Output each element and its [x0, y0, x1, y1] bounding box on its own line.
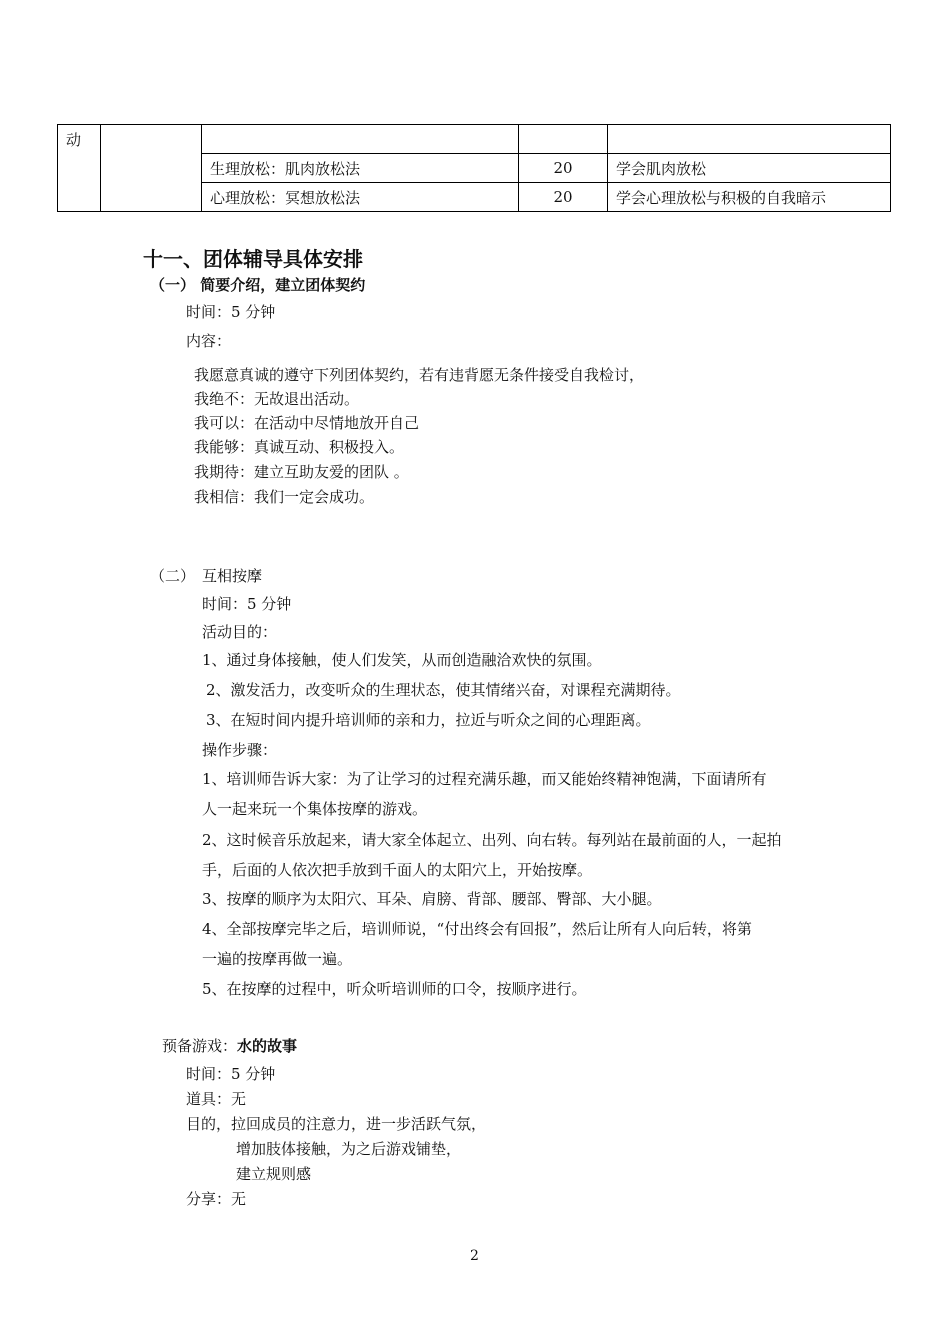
section-title: 十一、团体辅导具体安排 [143, 247, 363, 271]
part2-time: 时间：5 分钟 [202, 595, 292, 613]
table-cell-goal: 学会心理放松与积极的自我暗示 [608, 183, 891, 212]
contract-line: 我能够：真诚互动、积极投入。 [194, 438, 405, 456]
table-cell-content: 生理放松：肌肉放松法 [202, 154, 519, 183]
table-cell-content: 心理放松：冥想放松法 [202, 183, 519, 212]
part1-heading: （一） 简要介绍，建立团体契约 [150, 276, 366, 294]
page-number: 2 [470, 1248, 479, 1264]
step-line: 2、这时候音乐放起来，请大家全体起立、出列、向右转。每列站在最前面的人，一起拍 [202, 831, 782, 849]
part2-heading-text: 互相按摩 [202, 567, 263, 585]
backup-purpose-line: 目的，拉回成员的注意力，进一步活跃气氛， [186, 1115, 487, 1133]
plan-table [57, 124, 891, 212]
step-line: 5、在按摩的过程中，听众听培训师的口令，按顺序进行。 [202, 980, 587, 998]
contract-line: 我绝不：无故退出活动。 [194, 390, 360, 408]
step-line: 一遍的按摩再做一遍。 [202, 950, 353, 968]
part2-steps-label: 操作步骤： [202, 741, 278, 759]
table-cell-category: 动 [58, 125, 101, 212]
table-row [58, 125, 891, 154]
table-cell-minutes [519, 125, 608, 154]
backup-share: 分享：无 [186, 1190, 247, 1208]
backup-game-heading [162, 1036, 297, 1056]
step-line: 人一起来玩一个集体按摩的游戏。 [202, 800, 428, 818]
table-cell-content [202, 125, 519, 154]
part1-time: 时间：5 分钟 [186, 303, 276, 321]
table-cell-blank [101, 125, 202, 212]
backup-purpose-line: 增加肢体接触，为之后游戏铺垫， [236, 1140, 462, 1158]
step-line: 4、全部按摩完毕之后，培训师说，“付出终会有回报”，然后让所有人向后转，将第 [202, 920, 752, 938]
table-cell-minutes: 20 [519, 183, 608, 212]
backup-game-title: 水的故事 [237, 1037, 298, 1055]
purpose-item: 1、通过身体接触，使人们发笑，从而创造融洽欢快的氛围。 [202, 651, 602, 669]
part1-content-label: 内容： [186, 332, 232, 350]
backup-game-label: 预备游戏： [162, 1037, 238, 1055]
step-line: 手，后面的人依次把手放到千面人的太阳穴上，开始按摩。 [202, 861, 593, 879]
backup-purpose-line: 建立规则感 [236, 1165, 312, 1183]
backup-props: 道具：无 [186, 1090, 247, 1108]
step-line: 3、按摩的顺序为太阳穴、耳朵、肩膀、背部、腰部、臀部、大小腿。 [202, 890, 662, 908]
purpose-item: 2、激发活力，改变听众的生理状态，使其情绪兴奋，对课程充满期待。 [206, 681, 681, 699]
step-line: 1、培训师告诉大家：为了让学习的过程充满乐趣，而又能始终精神饱满，下面请所有 [202, 770, 767, 788]
contract-line: 我愿意真诚的遵守下列团体契约，若有违背愿无条件接受自我检讨， [194, 366, 645, 384]
table-cell-goal: 学会肌肉放松 [608, 154, 891, 183]
backup-time: 时间：5 分钟 [186, 1065, 276, 1083]
table-cell-goal [608, 125, 891, 154]
table-cell-minutes: 20 [519, 154, 608, 183]
part2-purpose-label: 活动目的： [202, 623, 278, 641]
contract-line: 我可以：在活动中尽情地放开自己 [194, 414, 420, 432]
part2-heading-num: （二） [150, 567, 196, 585]
purpose-item: 3、在短时间内提升培训师的亲和力，拉近与听众之间的心理距离。 [206, 711, 651, 729]
contract-line: 我相信：我们一定会成功。 [194, 488, 375, 506]
contract-line: 我期待：建立互助友爱的团队 。 [194, 463, 409, 481]
